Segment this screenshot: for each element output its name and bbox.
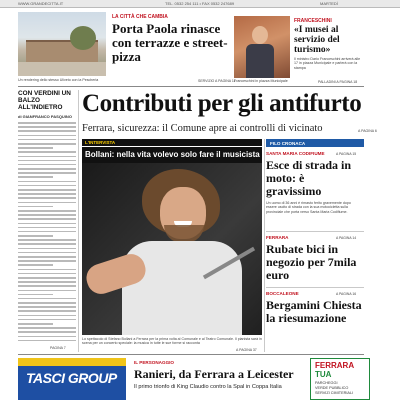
masthead-strip — [0, 0, 400, 8]
story2-kicker: FERRARA — [266, 235, 289, 240]
ad-right-line3: SERVIZI CIMITERIALI — [315, 391, 354, 395]
ad-right-title2: TUA — [315, 370, 332, 379]
ad-left-stripe — [18, 358, 126, 366]
photo-story-caption: Lo spettacolo di Stefano Bollani a Ferrara per la prima volta al Comunale e al Teatro Comunale. Il pianista sarà in scena per un concerto speciale: la musica in tutte le sue forme si racconta — [82, 337, 262, 346]
ad-left-brand: TASCI GROUP — [26, 370, 117, 386]
photo-story-kicker-bar — [82, 139, 262, 146]
photo-story-headline-box[interactable] — [82, 147, 262, 163]
bottom-ad-right[interactable] — [310, 358, 370, 400]
story1-headline[interactable]: Esce di strada in moto: è gravissimo — [266, 158, 352, 198]
top-center-kicker: LA CITTÀ CHE CAMBIA — [112, 14, 168, 20]
story3-page-ref: A PAGINA 16 — [336, 292, 357, 296]
photo-pavement — [18, 62, 106, 76]
left-column-body — [18, 122, 76, 344]
story3-headline[interactable]: Bergamini Chiesta la riesumazione — [266, 298, 362, 325]
photo-story-kicker: L'INTERVISTA — [85, 140, 116, 145]
photo-person-head — [252, 26, 268, 44]
bottom-story-kicker: IL PERSONAGGIO — [134, 360, 174, 365]
photo-story-page-ref: A PAGINA 37 — [236, 348, 257, 352]
bottom-story-headline[interactable]: Ranieri, da Ferrara a Leicester — [134, 367, 294, 381]
right-column-divider — [264, 139, 265, 352]
photo-shirt — [122, 241, 242, 335]
bottom-ad-left[interactable] — [18, 358, 126, 400]
top-right-page-ref: PALLADINI A PAGINA 18 — [318, 80, 358, 84]
story1-divider — [266, 231, 364, 232]
left-column-footer: PAGINA 7 — [50, 346, 66, 350]
story2-page-ref: A PAGINA 14 — [336, 236, 357, 240]
masthead-left-tag: WWW.GRANDECITTA.IT — [18, 1, 64, 6]
left-column-divider — [78, 90, 79, 352]
story2-divider — [266, 287, 364, 288]
bottom-divider — [18, 354, 364, 355]
photo-story-headline: Bollani: nella vita volevo solo fare il musicista — [85, 150, 260, 159]
left-column-byline: di GIANFRANCO PASQUINO — [18, 114, 72, 119]
photo-tree — [70, 26, 96, 50]
top-right-headline[interactable]: «I musei al servizio del turismo» — [294, 25, 340, 55]
lead-subhead: Ferrara, sicurezza: il Comune apre ai controlli di vicinato — [82, 123, 323, 134]
story1-body: Un uomo di 36 anni è rimasto ferito gravemente dopo essere uscito di strada con la sua motocicletta sulla provinciale che porta verso Santa Maria Codifiume. — [266, 201, 351, 214]
ad-right-line1: PARCHEGGI — [315, 381, 338, 385]
masthead-right-tag: MARTEDÌ — [320, 1, 338, 6]
franceschini-photo — [234, 16, 290, 78]
top-center-page-ref: SERVIZIO A PAGINA 11 — [198, 79, 236, 83]
top-center-headline[interactable]: Porta Paola rinasce con terrazze e street-pizza — [112, 21, 228, 64]
story1-kicker: SANTA MARIA CODIFIUME — [266, 151, 325, 156]
ad-right-title1: FERRARA — [315, 361, 355, 370]
top-left-photo — [18, 12, 106, 76]
right-section-bar — [266, 139, 364, 147]
bottom-story-subhead: Il primo trionfo di King Claudio contro la Spal in Coppa Italia — [134, 384, 282, 390]
ad-right-line2: VERDE PUBBLICO — [315, 386, 349, 390]
bollani-photo — [82, 163, 262, 335]
left-column-headline[interactable]: CON VERDINI UN BALZO ALL'INDIETRO — [18, 90, 71, 111]
story3-kicker: BOCCALEONE — [266, 291, 299, 296]
top-right-kicker: FRANCESCHINI — [294, 18, 332, 24]
photo-person-body — [246, 44, 274, 78]
top-divider — [18, 86, 364, 87]
top-right-body: Il ministro Dario Franceschini arriverà alle 17 in piazza Municipale e parlerà con la stampa — [294, 57, 361, 70]
story2-headline[interactable]: Rubate bici in negozio per 7mila euro — [266, 242, 357, 282]
masthead-phone: TEL. 0532 254 111 • FAX 0532 247689 — [165, 1, 235, 6]
right-section-label: FILO CRONACA — [270, 140, 306, 146]
lead-page-ref: A PAGINA 6 — [358, 129, 377, 133]
story1-page-ref: A PAGINA 15 — [336, 152, 357, 156]
franceschini-photo-caption: Franceschini in piazza Municipale — [234, 79, 288, 83]
lead-headline[interactable]: Contributi per gli antifurto — [82, 90, 362, 117]
top-left-caption: Un rendering dello stesso Uliveto con la Pescheria — [18, 78, 99, 82]
